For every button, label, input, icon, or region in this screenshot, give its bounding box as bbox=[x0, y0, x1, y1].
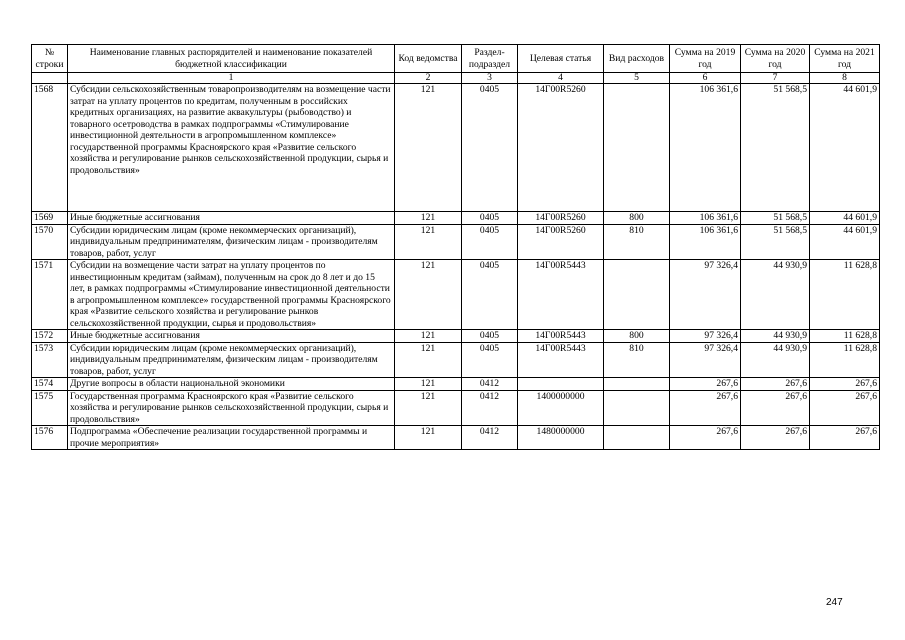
cell-dept-code: 121 bbox=[395, 224, 462, 260]
table-body bbox=[32, 84, 880, 450]
cell-expense-type: 800 bbox=[604, 330, 670, 343]
cell-name: Субсидии сельскохозяйственным товаропроизводителям на возмещение части затрат на уплату процентов по кредитам, полученным в российских кредитных организациях, на развитие аквакультуры (рыбоводство) и товарного осетроводства в рамках подпрограммы «Стимулирование инвестиционной деятельности в агропромышленном комплексе» государственной программы Красноярского края «Развитие сельского хозяйства и регулирование рынков сельскохозяйственной продукции, сырья и продовольствия» bbox=[68, 84, 395, 212]
cell-expense-type bbox=[604, 84, 670, 212]
cell-name: Иные бюджетные ассигнования bbox=[68, 212, 395, 225]
header-sum-2019: Сумма на 2019 год bbox=[670, 45, 741, 73]
header-sum-2021: Сумма на 2021 год bbox=[810, 45, 880, 73]
cell-sum-2020: 267,6 bbox=[741, 378, 810, 391]
cell-sum-2019: 97 326,4 bbox=[670, 342, 741, 378]
cell-sum-2020: 267,6 bbox=[741, 426, 810, 450]
cell-dept-code: 121 bbox=[395, 84, 462, 212]
cell-target bbox=[518, 378, 604, 391]
cell-expense-type bbox=[604, 426, 670, 450]
cell-sum-2021: 267,6 bbox=[810, 390, 880, 426]
cell-sum-2020: 267,6 bbox=[741, 390, 810, 426]
header-row-number: № строки bbox=[32, 45, 68, 73]
cell-row-number: 1572 bbox=[32, 330, 68, 343]
column-number-blank bbox=[32, 73, 68, 84]
cell-sum-2021: 11 628,8 bbox=[810, 260, 880, 330]
header-section: Раздел-подраздел bbox=[462, 45, 518, 73]
cell-sum-2019: 267,6 bbox=[670, 378, 741, 391]
header-target: Целевая статья bbox=[518, 45, 604, 73]
cell-row-number: 1574 bbox=[32, 378, 68, 391]
table-row bbox=[32, 390, 880, 426]
table-row bbox=[32, 224, 880, 260]
cell-target: 14Г00R5443 bbox=[518, 342, 604, 378]
cell-expense-type bbox=[604, 390, 670, 426]
cell-expense-type bbox=[604, 378, 670, 391]
cell-sum-2021: 11 628,8 bbox=[810, 342, 880, 378]
cell-section: 0412 bbox=[462, 390, 518, 426]
table-row bbox=[32, 212, 880, 225]
column-numbers-row bbox=[32, 73, 880, 84]
cell-sum-2020: 44 930,9 bbox=[741, 330, 810, 343]
cell-target: 14Г00R5260 bbox=[518, 84, 604, 212]
cell-name: Подпрограмма «Обеспечение реализации государственной программы и прочие мероприятия» bbox=[68, 426, 395, 450]
cell-dept-code: 121 bbox=[395, 260, 462, 330]
cell-target: 14Г00R5260 bbox=[518, 212, 604, 225]
column-number: 5 bbox=[604, 73, 670, 84]
cell-sum-2019: 97 326,4 bbox=[670, 260, 741, 330]
cell-section: 0405 bbox=[462, 342, 518, 378]
table-header bbox=[32, 45, 880, 84]
cell-sum-2020: 51 568,5 bbox=[741, 212, 810, 225]
table-row bbox=[32, 260, 880, 330]
table-row bbox=[32, 330, 880, 343]
cell-sum-2020: 51 568,5 bbox=[741, 84, 810, 212]
cell-sum-2019: 106 361,6 bbox=[670, 212, 741, 225]
cell-sum-2021: 44 601,9 bbox=[810, 84, 880, 212]
header-dept-code: Код ведомства bbox=[395, 45, 462, 73]
cell-sum-2019: 267,6 bbox=[670, 426, 741, 450]
cell-target: 14Г00R5443 bbox=[518, 330, 604, 343]
page-number: 247 bbox=[826, 597, 843, 608]
cell-sum-2019: 97 326,4 bbox=[670, 330, 741, 343]
header-sum-2020: Сумма на 2020 год bbox=[741, 45, 810, 73]
cell-section: 0405 bbox=[462, 330, 518, 343]
column-number: 4 bbox=[518, 73, 604, 84]
cell-sum-2021: 267,6 bbox=[810, 378, 880, 391]
cell-dept-code: 121 bbox=[395, 330, 462, 343]
column-number: 3 bbox=[462, 73, 518, 84]
cell-expense-type bbox=[604, 260, 670, 330]
cell-dept-code: 121 bbox=[395, 426, 462, 450]
cell-target: 1480000000 bbox=[518, 426, 604, 450]
cell-sum-2021: 11 628,8 bbox=[810, 330, 880, 343]
budget-table bbox=[31, 44, 880, 450]
cell-expense-type: 810 bbox=[604, 224, 670, 260]
cell-name: Государственная программа Красноярского края «Развитие сельского хозяйства и регулирование рынков сельскохозяйственной продукции, сырья и продовольствия» bbox=[68, 390, 395, 426]
cell-row-number: 1568 bbox=[32, 84, 68, 212]
cell-sum-2021: 44 601,9 bbox=[810, 224, 880, 260]
cell-row-number: 1571 bbox=[32, 260, 68, 330]
cell-dept-code: 121 bbox=[395, 342, 462, 378]
cell-name: Субсидии юридическим лицам (кроме некоммерческих организаций), индивидуальным предпринимателям, физическим лицам - производителям товаров, работ, услуг bbox=[68, 342, 395, 378]
cell-expense-type: 800 bbox=[604, 212, 670, 225]
cell-dept-code: 121 bbox=[395, 390, 462, 426]
table-row bbox=[32, 342, 880, 378]
column-number: 1 bbox=[68, 73, 395, 84]
cell-row-number: 1575 bbox=[32, 390, 68, 426]
cell-target: 14Г00R5443 bbox=[518, 260, 604, 330]
column-number: 2 bbox=[395, 73, 462, 84]
cell-row-number: 1569 bbox=[32, 212, 68, 225]
cell-name: Другие вопросы в области национальной экономики bbox=[68, 378, 395, 391]
cell-section: 0405 bbox=[462, 84, 518, 212]
cell-sum-2019: 267,6 bbox=[670, 390, 741, 426]
column-number: 8 bbox=[810, 73, 880, 84]
cell-section: 0412 bbox=[462, 378, 518, 391]
cell-row-number: 1576 bbox=[32, 426, 68, 450]
column-number: 7 bbox=[741, 73, 810, 84]
cell-sum-2020: 44 930,9 bbox=[741, 260, 810, 330]
cell-sum-2020: 44 930,9 bbox=[741, 342, 810, 378]
cell-sum-2020: 51 568,5 bbox=[741, 224, 810, 260]
cell-section: 0405 bbox=[462, 260, 518, 330]
header-expense-type: Вид расходов bbox=[604, 45, 670, 73]
cell-expense-type: 810 bbox=[604, 342, 670, 378]
cell-sum-2021: 267,6 bbox=[810, 426, 880, 450]
cell-name: Иные бюджетные ассигнования bbox=[68, 330, 395, 343]
cell-section: 0405 bbox=[462, 224, 518, 260]
cell-section: 0412 bbox=[462, 426, 518, 450]
table-row bbox=[32, 378, 880, 391]
cell-sum-2021: 44 601,9 bbox=[810, 212, 880, 225]
cell-row-number: 1570 bbox=[32, 224, 68, 260]
cell-target: 1400000000 bbox=[518, 390, 604, 426]
cell-target: 14Г00R5260 bbox=[518, 224, 604, 260]
cell-name: Субсидии на возмещение части затрат на уплату процентов по инвестиционным кредитам (займам), полученным на срок до 8 лет и до 15 лет, в рамках подпрограммы «Стимулирование инвестиционной деятельности в агропромышленном комплексе» государственной программы Красноярского края «Развитие сельского хозяйства и регулирование рынков сельскохозяйственной продукции, сырья и продовольствия» bbox=[68, 260, 395, 330]
table-row bbox=[32, 84, 880, 212]
cell-dept-code: 121 bbox=[395, 378, 462, 391]
cell-sum-2019: 106 361,6 bbox=[670, 224, 741, 260]
cell-sum-2019: 106 361,6 bbox=[670, 84, 741, 212]
cell-name: Субсидии юридическим лицам (кроме некоммерческих организаций), индивидуальным предпринимателям, физическим лицам - производителям товаров, работ, услуг bbox=[68, 224, 395, 260]
table-row bbox=[32, 426, 880, 450]
cell-section: 0405 bbox=[462, 212, 518, 225]
cell-row-number: 1573 bbox=[32, 342, 68, 378]
column-number: 6 bbox=[670, 73, 741, 84]
cell-dept-code: 121 bbox=[395, 212, 462, 225]
header-name: Наименование главных распорядителей и наименование показателей бюджетной классификации bbox=[68, 45, 395, 73]
